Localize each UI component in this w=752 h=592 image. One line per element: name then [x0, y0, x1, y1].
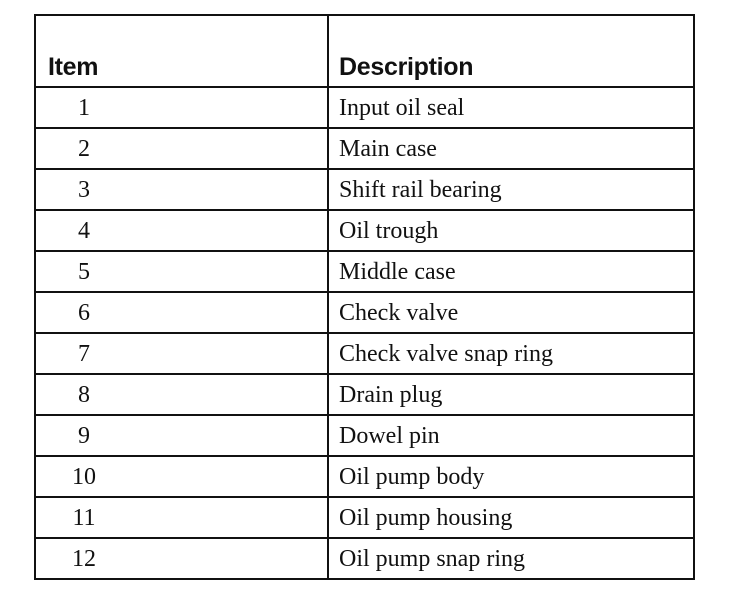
item-number: 11	[72, 505, 96, 531]
table-row	[36, 539, 693, 580]
table-row	[36, 375, 693, 416]
header-item: Item	[48, 53, 99, 81]
item-number: 6	[78, 300, 90, 326]
header-description: Description	[339, 53, 474, 81]
item-description: Middle case	[339, 259, 456, 285]
table-row	[36, 129, 693, 170]
table-row	[36, 334, 693, 375]
table-row	[36, 293, 693, 334]
item-description: Check valve snap ring	[339, 341, 553, 367]
item-description: Check valve	[339, 300, 459, 326]
item-description: Input oil seal	[339, 95, 465, 121]
item-number: 9	[78, 423, 90, 449]
item-description: Oil pump snap ring	[339, 546, 525, 572]
item-number: 5	[78, 259, 90, 285]
table-row	[36, 457, 693, 498]
item-description: Oil pump housing	[339, 505, 513, 531]
item-description: Oil trough	[339, 218, 439, 244]
item-description: Main case	[339, 136, 437, 162]
table-header-row	[36, 16, 693, 88]
item-description: Oil pump body	[339, 464, 485, 490]
table-row	[36, 416, 693, 457]
item-number: 4	[78, 218, 90, 244]
item-number: 12	[72, 546, 96, 572]
table-row	[36, 88, 693, 129]
table-row	[36, 252, 693, 293]
item-number: 2	[78, 136, 90, 162]
item-number: 8	[78, 382, 90, 408]
item-description: Shift rail bearing	[339, 177, 502, 203]
table-row	[36, 211, 693, 252]
item-number: 1	[78, 95, 90, 121]
table-row	[36, 170, 693, 211]
table-body	[36, 88, 693, 580]
item-number: 7	[78, 341, 90, 367]
item-number: 10	[72, 464, 96, 490]
item-description: Dowel pin	[339, 423, 440, 449]
table-row	[36, 498, 693, 539]
parts-table	[34, 14, 695, 580]
item-description: Drain plug	[339, 382, 443, 408]
item-number: 3	[78, 177, 90, 203]
